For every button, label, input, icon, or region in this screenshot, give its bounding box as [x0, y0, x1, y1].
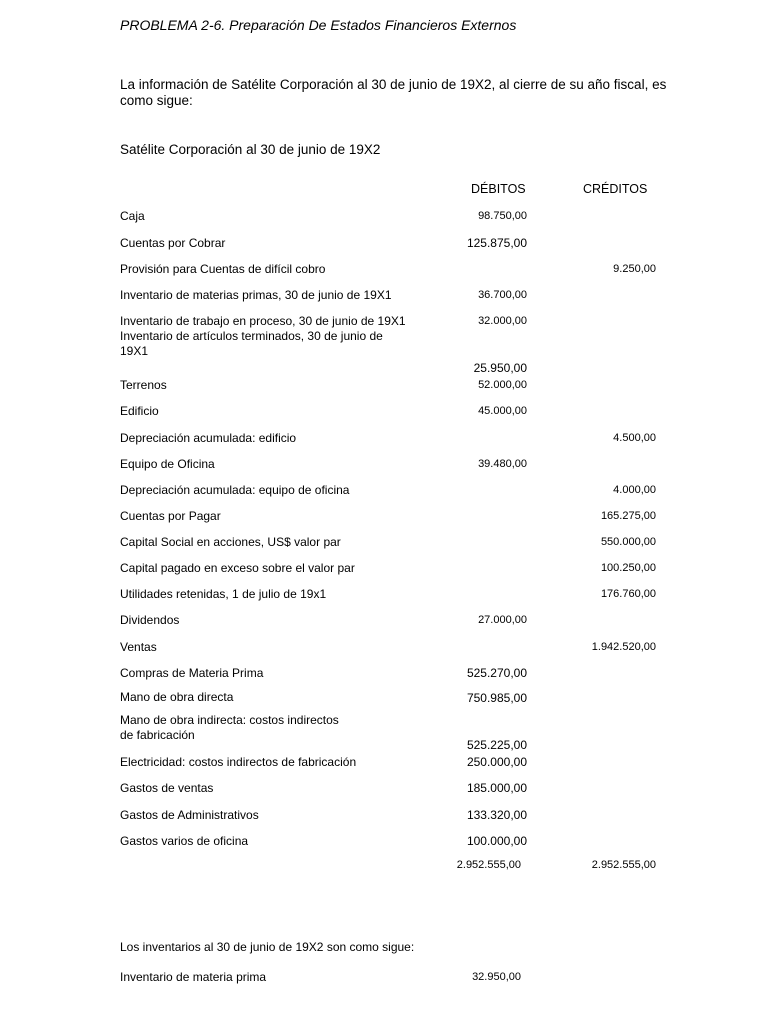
row-label: Equipo de Oficina: [120, 457, 215, 471]
credits-header: CRÉDITOS: [583, 182, 648, 196]
row-label: Dividendos: [120, 613, 180, 627]
row-credit: 165.275,00: [600, 510, 656, 522]
row-credit: 4.500,00: [613, 432, 656, 444]
row-credit: 100.250,00: [600, 562, 656, 574]
row-debit: 39.480,00: [478, 458, 527, 470]
row-debit: 133.320,00: [466, 808, 527, 822]
row-label: Ventas: [120, 640, 157, 654]
row-label: Provisión para Cuentas de difícil cobro: [120, 262, 326, 276]
row-label: Mano de obra indirecta: costos indirectos de fabricación: [120, 713, 339, 742]
row-label: Inventario de materias primas, 30 de junio de 19X1: [120, 288, 392, 302]
row-label: Gastos varios de oficina: [120, 834, 249, 848]
row-credit: 4.000,00: [613, 484, 656, 496]
statement-subtitle: Satélite Corporación al 30 de junio de 19X2: [120, 142, 381, 157]
row-debit: 525.225,00: [466, 738, 527, 752]
row-label: Caja: [120, 209, 145, 223]
row-debit: 100.000,00: [466, 834, 527, 848]
inventories-note: Los inventarios al 30 de junio de 19X2 son como sigue:: [120, 940, 415, 954]
row-debit: 750.985,00: [466, 691, 527, 705]
total-credit: 2.952.555,00: [591, 859, 656, 871]
row-label: Electricidad: costos indirectos de fabricación: [120, 755, 357, 769]
row-credit: 550.000,00: [600, 536, 656, 548]
row-debit: 45.000,00: [478, 405, 527, 417]
row-label: Terrenos: [120, 378, 167, 392]
row-debit: 525.270,00: [466, 666, 527, 680]
inventory-label: Inventario de materia prima: [120, 970, 267, 984]
row-label: Depreciación acumulada: equipo de oficina: [120, 483, 350, 497]
row-debit: 125.875,00: [466, 236, 527, 250]
row-label: Inventario de trabajo en proceso, 30 de junio de 19X1: [120, 314, 406, 328]
row-label: Gastos de Administrativos: [120, 808, 259, 822]
row-label: Mano de obra directa: [120, 690, 234, 704]
row-label: Depreciación acumulada: edificio: [120, 431, 297, 445]
row-debit: 25.950,00: [473, 361, 527, 375]
row-label: Utilidades retenidas, 1 de julio de 19x1: [120, 587, 327, 601]
row-label: Compras de Materia Prima: [120, 666, 264, 680]
row-label: Capital Social en acciones, US$ valor par: [120, 535, 341, 549]
row-label: Gastos de ventas: [120, 781, 214, 795]
row-debit: 32.000,00: [478, 315, 527, 327]
row-credit: 1.942.520,00: [591, 641, 656, 653]
row-label: Cuentas por Cobrar: [120, 236, 226, 250]
row-label: Capital pagado en exceso sobre el valor par: [120, 561, 355, 575]
row-label: Edificio: [120, 404, 159, 418]
row-debit: 250.000,00: [466, 755, 527, 769]
intro-paragraph: La información de Satélite Corporación al 30 de junio de 19X2, al cierre de su año fiscal, es como sigue:: [120, 77, 667, 108]
row-credit: 9.250,00: [613, 263, 656, 275]
document-title: PROBLEMA 2-6. Preparación De Estados Financieros Externos: [120, 17, 517, 33]
row-debit: 98.750,00: [478, 210, 527, 222]
row-credit: 176.760,00: [600, 588, 656, 600]
row-debit: 185.000,00: [466, 781, 527, 795]
row-label: Cuentas por Pagar: [120, 509, 221, 523]
debits-header: DÉBITOS: [471, 182, 526, 196]
total-debit: 2.952.555,00: [456, 859, 521, 871]
row-debit: 52.000,00: [478, 379, 527, 391]
row-label: Inventario de artículos terminados, 30 de junio de 19X1: [120, 329, 383, 358]
row-debit: 27.000,00: [478, 614, 527, 626]
row-debit: 36.700,00: [478, 289, 527, 301]
inventory-value: 32.950,00: [472, 971, 521, 983]
